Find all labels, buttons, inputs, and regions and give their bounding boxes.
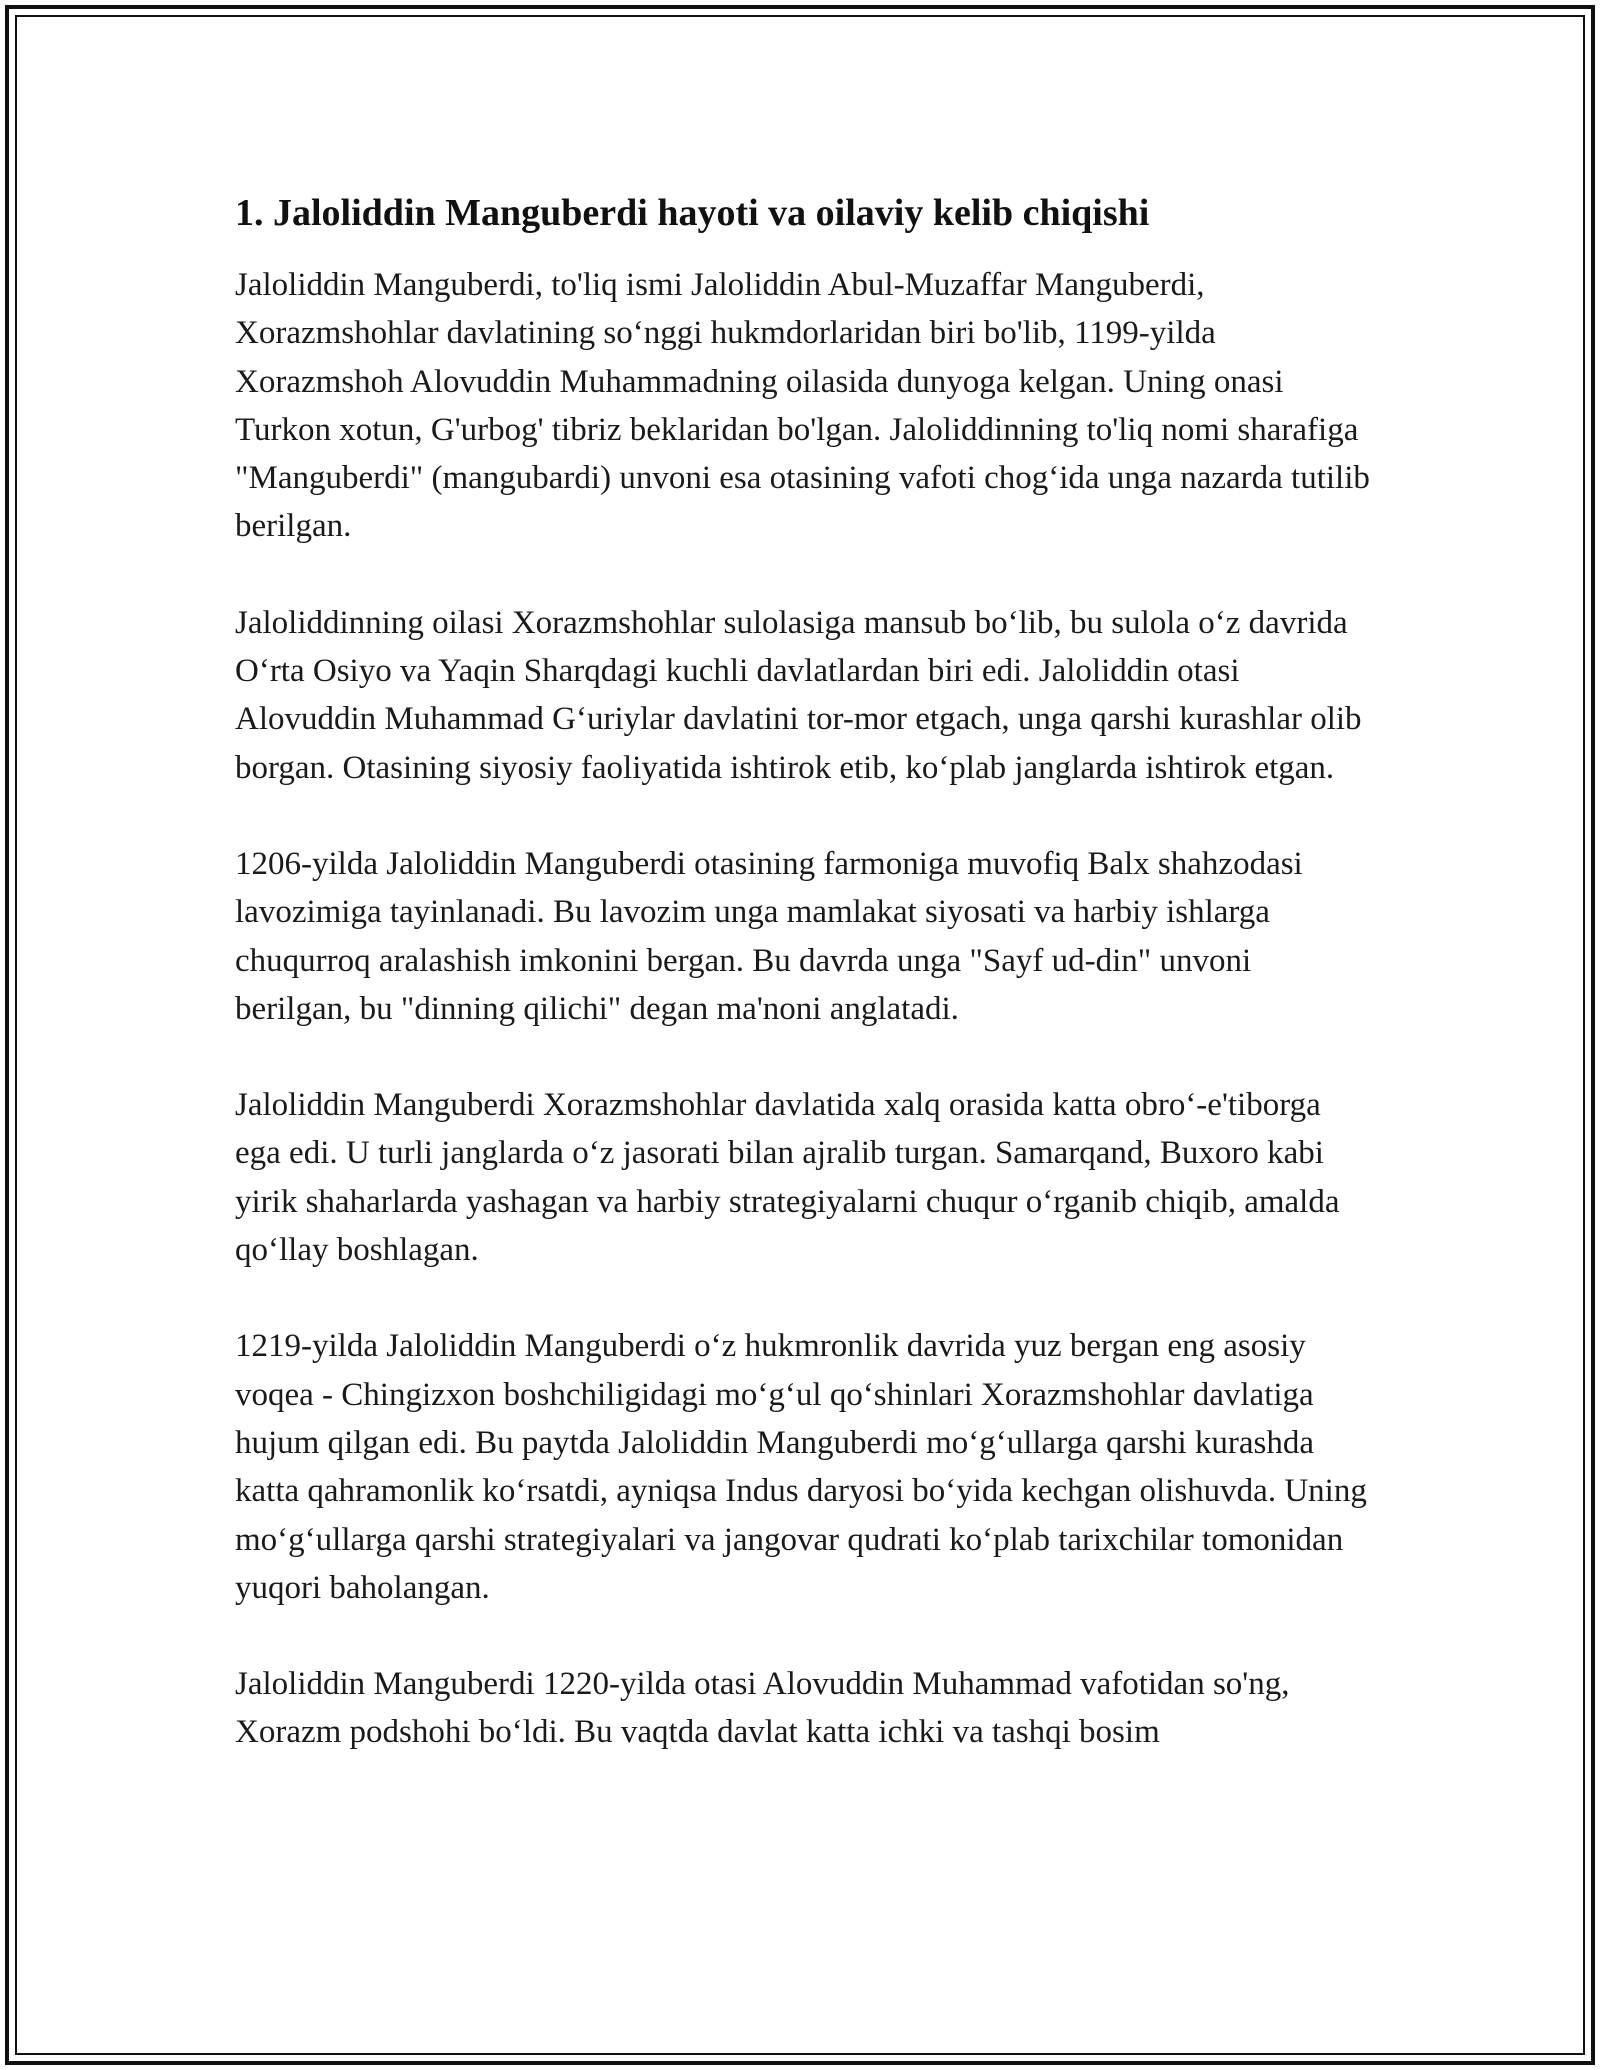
document-body [235, 185, 1370, 1805]
paragraph-6: Jaloliddin Manguberdi 1220-yilda otasi Alovuddin Muhammad vafotidan so'ng, Xorazm podshohi bo‘ldi. Bu vaqtda davlat katta ichki va tashqi bosim [235, 1666, 1290, 1751]
paragraph-4: Jaloliddin Manguberdi Xorazmshohlar davlatida xalq orasida katta obro‘-e'tiborga ega edi. U turli janglarda o‘z jasorati bilan ajralib turgan. Samarqand, Buxoro kabi yirik shaharlarda yashagan va harbiy strategiyalarni chuqur o‘rganib chiqib, amalda qo‘llay boshlagan. [235, 1087, 1340, 1269]
section-heading: 1. Jaloliddin Manguberdi hayoti va oilaviy kelib chiqishi [235, 192, 1150, 234]
paragraph-2: Jaloliddinning oilasi Xorazmshohlar sulolasiga mansub bo‘lib, bu sulola o‘z davrida O‘rta Osiyo va Yaqin Sharqdagi kuchli davlatlardan biri edi. Jaloliddin otasi Alovuddin Muhammad G‘uriylar davlatini tor-mor etgach, unga qarshi kurashlar olib borgan. Otasining siyosiy faoliyatida ishtirok etib, ko‘plab janglarda ishtirok etgan. [235, 604, 1362, 786]
paragraph-1: Jaloliddin Manguberdi, to'liq ismi Jaloliddin Abul-Muzaffar Manguberdi, Xorazmshohlar davlatining so‘nggi hukmdorlaridan biri bo'lib, 1199-yilda Xorazmshoh Alovuddin Muhammadning oilasida dunyoga kelgan. Uning onasi Turkon xotun, G'urbog' tibriz beklaridan bo'lgan. Jaloliddinning to'liq nomi sharafiga "Manguberdi" (mangubardi) unvoni esa otasining vafoti chog‘ida unga nazarda tutilib berilgan. [235, 267, 1370, 545]
paragraph-5: 1219-yilda Jaloliddin Manguberdi o‘z hukmronlik davrida yuz bergan eng asosiy voqea - Chingizxon boshchiligidagi mo‘g‘ul qo‘shinlari Xorazmshohlar davlatiga hujum qilgan edi. Bu paytda Jaloliddin Manguberdi mo‘g‘ullarga qarshi kurashda katta qahramonlik ko‘rsatdi, ayniqsa Indus daryosi bo‘yida kechgan olishuvda. Uning mo‘g‘ullarga qarshi strategiyalari va jangovar qudrati ko‘plab tarixchilar tomonidan yuqori baholangan. [235, 1328, 1367, 1606]
paragraph-3: 1206-yilda Jaloliddin Manguberdi otasining farmoniga muvofiq Balx shahzodasi lavozimiga tayinlanadi. Bu lavozim unga mamlakat siyosati va harbiy ishlarga chuqurroq aralashish imkonini bergan. Bu davrda unga "Sayf ud-din" unvoni berilgan, bu "dinning qilichi" degan ma'noni anglatadi. [235, 845, 1303, 1027]
